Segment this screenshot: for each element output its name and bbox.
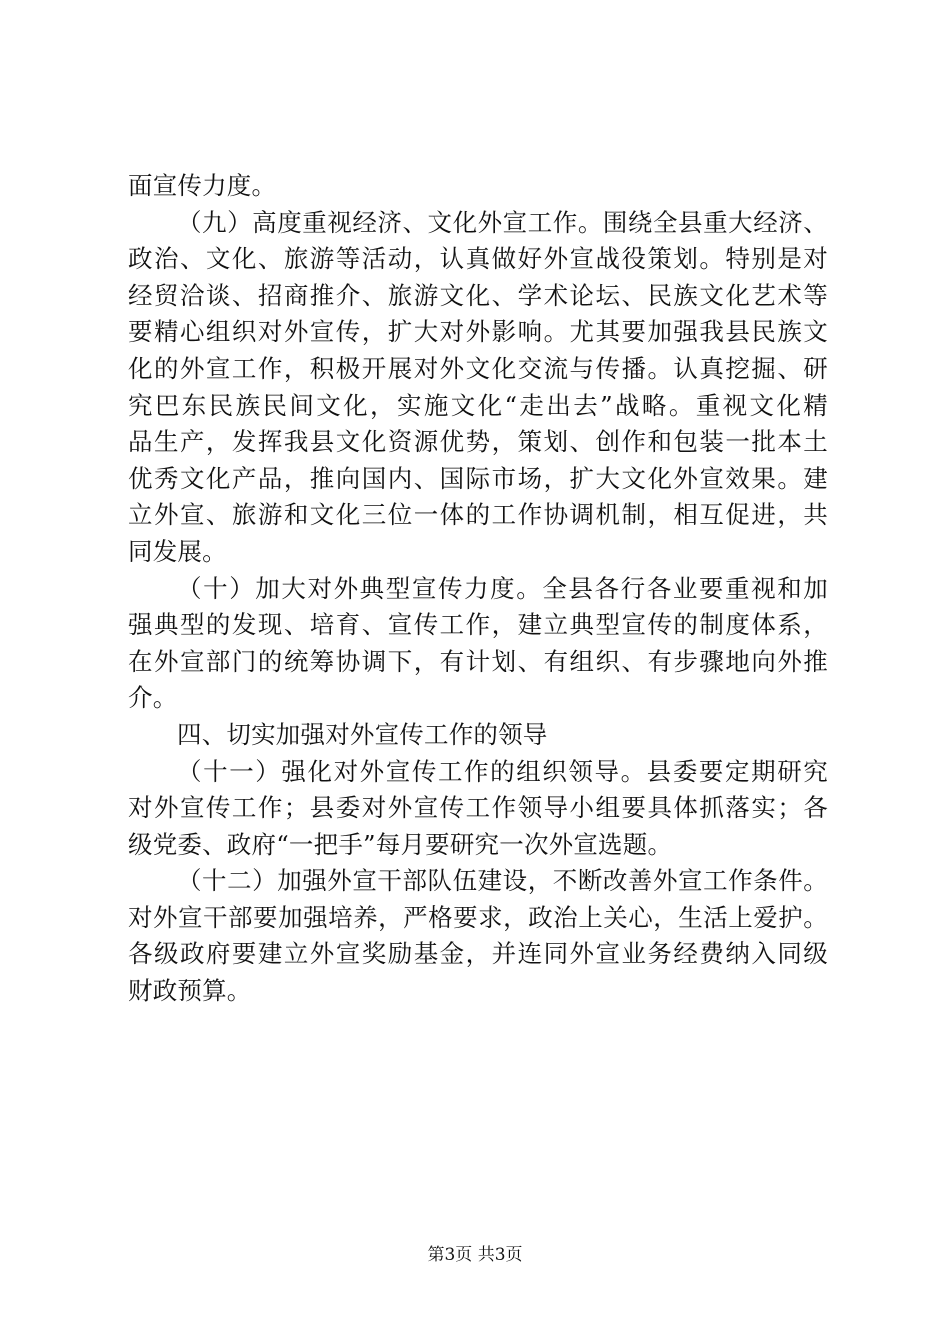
text-line: 财政预算。 bbox=[128, 976, 252, 1006]
text-line: 立外宣、旅游和文化三位一体的工作协调机制，相互促进，共 bbox=[128, 500, 828, 530]
text-line: 要精心组织对外宣传，扩大对外影响。尤其要加强我县民族文 bbox=[128, 317, 828, 347]
text-line: 介。 bbox=[128, 683, 178, 713]
text-line: 对外宣干部要加强培养，严格要求，政治上关心，生活上爱护。 bbox=[128, 902, 828, 932]
text-line: 化的外宣工作，积极开展对外文化交流与传播。认真挖掘、研 bbox=[128, 353, 828, 383]
text-line: （十）加大对外典型宣传力度。全县各行各业要重视和加 bbox=[177, 573, 828, 603]
text-line: （十一）强化对外宣传工作的组织领导。县委要定期研究 bbox=[177, 756, 828, 786]
text-line: 政治、文化、旅游等活动，认真做好外宣战役策划。特别是对 bbox=[128, 244, 828, 274]
text-line: 强典型的发现、培育、宣传工作，建立典型宣传的制度体系， bbox=[128, 610, 828, 640]
text-line: 面宣传力度。 bbox=[128, 171, 277, 200]
text-line: 品生产，发挥我县文化资源优势，策划、创作和包装一批本土 bbox=[128, 427, 828, 457]
text-line: 四、切实加强对外宣传工作的领导 bbox=[177, 719, 548, 749]
text-line: 同发展。 bbox=[128, 536, 227, 566]
text-line: 级党委、政府“一把手”每月要研究一次外宣选题。 bbox=[128, 829, 673, 859]
text-line: 经贸洽谈、招商推介、旅游文化、学术论坛、民族文化艺术等 bbox=[128, 280, 828, 310]
text-line: （十二）加强外宣干部队伍建设，不断改善外宣工作条件。 bbox=[177, 866, 828, 896]
text-line: 在外宣部门的统筹协调下，有计划、有组织、有步骤地向外推 bbox=[128, 646, 828, 676]
text-line: 优秀文化产品，推向国内、国际市场，扩大文化外宣效果。建 bbox=[128, 463, 828, 493]
text-line: 对外宣传工作；县委对外宣传工作领导小组要具体抓落实；各 bbox=[128, 793, 828, 823]
document-body bbox=[128, 168, 828, 1010]
text-line: 究巴东民族民间文化，实施文化“走出去”战略。重视文化精 bbox=[128, 390, 828, 420]
page-footer: 第3页 共3页 bbox=[427, 1245, 523, 1265]
text-line: （九）高度重视经济、文化外宣工作。围绕全县重大经济、 bbox=[177, 207, 828, 237]
text-line: 各级政府要建立外宣奖励基金，并连同外宣业务经费纳入同级 bbox=[128, 939, 828, 969]
